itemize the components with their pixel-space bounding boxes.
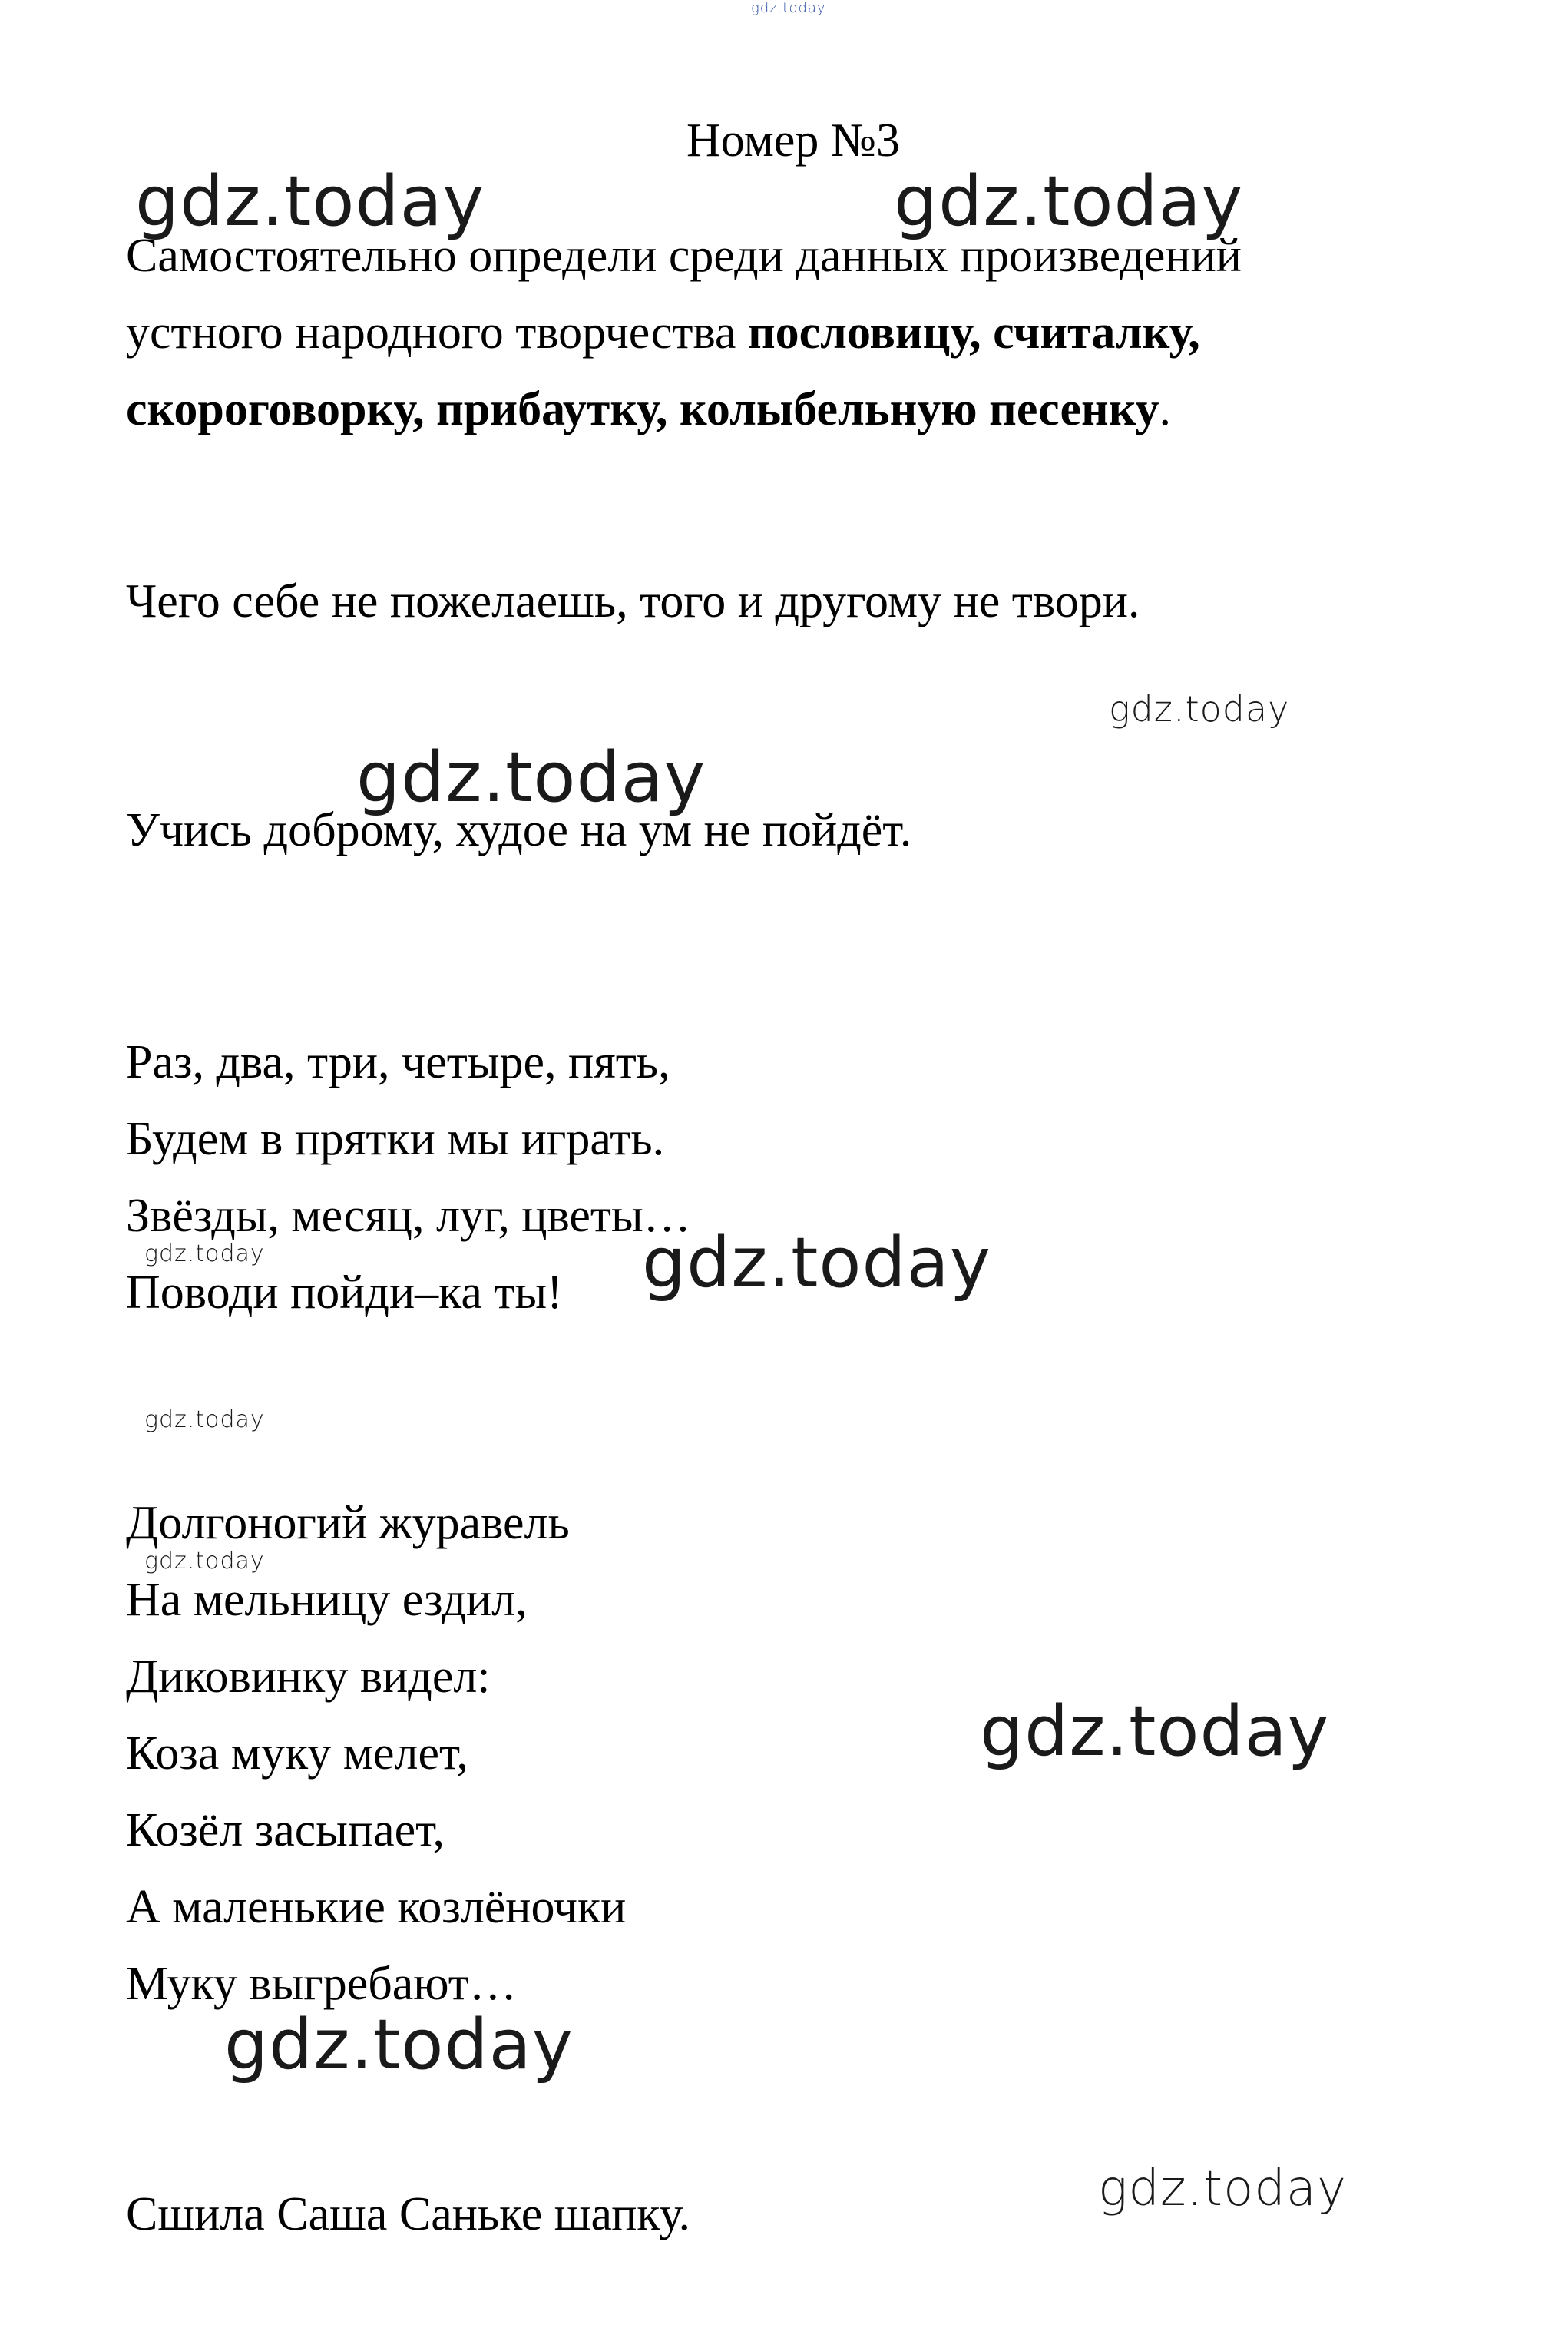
watermark: gdz.today <box>144 1548 265 1575</box>
watermark: gdz.today <box>135 161 485 242</box>
task-line-3-end: . <box>1159 383 1172 435</box>
watermark: gdz.today <box>144 1406 265 1433</box>
watermark: gdz.today <box>642 1223 992 1303</box>
task-line-2-plain: устного народного творчества <box>126 306 748 359</box>
pribautka-line: Муку выгребают… <box>126 1958 517 2010</box>
pribautka-line: Коза муку мелет, <box>126 1727 468 1780</box>
task-line-1: Самостоятельно определи среди данных произведений <box>126 230 1242 282</box>
task-line-2-bold: пословицу, считалку, <box>747 306 1200 359</box>
counting-rhyme-line: Звёзды, месяц, луг, цветы… <box>126 1190 691 1242</box>
watermark: gdz.today <box>980 1691 1330 1772</box>
pribautka-line: На мельницу ездил, <box>126 1574 528 1626</box>
counting-rhyme-line: Будем в прятки мы играть. <box>126 1113 665 1165</box>
tongue-twister: Сшила Саша Саньке шапку. <box>126 2188 690 2240</box>
watermark: gdz.today <box>751 0 826 16</box>
counting-rhyme-line: Поводи пойди–ка ты! <box>126 1267 563 1319</box>
pribautka-line: Диковинку видел: <box>126 1651 491 1703</box>
watermark: gdz.today <box>356 737 706 818</box>
watermark: gdz.today <box>144 1240 265 1267</box>
watermark: gdz.today <box>1109 688 1290 730</box>
task-line-3 <box>126 383 1172 435</box>
watermark: gdz.today <box>894 161 1244 242</box>
task-line-2 <box>126 306 1200 359</box>
counting-rhyme-line: Раз, два, три, четыре, пять, <box>126 1036 670 1088</box>
watermark: gdz.today <box>224 2005 574 2085</box>
pribautka-line: А маленькие козлёночки <box>126 1881 627 1933</box>
proverb-1: Чего себе не пожелаешь, того и другому не твори. <box>126 575 1140 627</box>
proverb-2: Учись доброму, худое на ум не пойдёт. <box>126 804 912 856</box>
pribautka-line: Долгоногий журавель <box>126 1497 570 1549</box>
watermark: gdz.today <box>1098 2161 1347 2217</box>
page-title: Номер №3 <box>686 114 901 167</box>
pribautka-line: Козёл засыпает, <box>126 1804 445 1856</box>
task-line-3-bold: скороговорку, прибаутку, колыбельную песенку <box>126 383 1159 435</box>
